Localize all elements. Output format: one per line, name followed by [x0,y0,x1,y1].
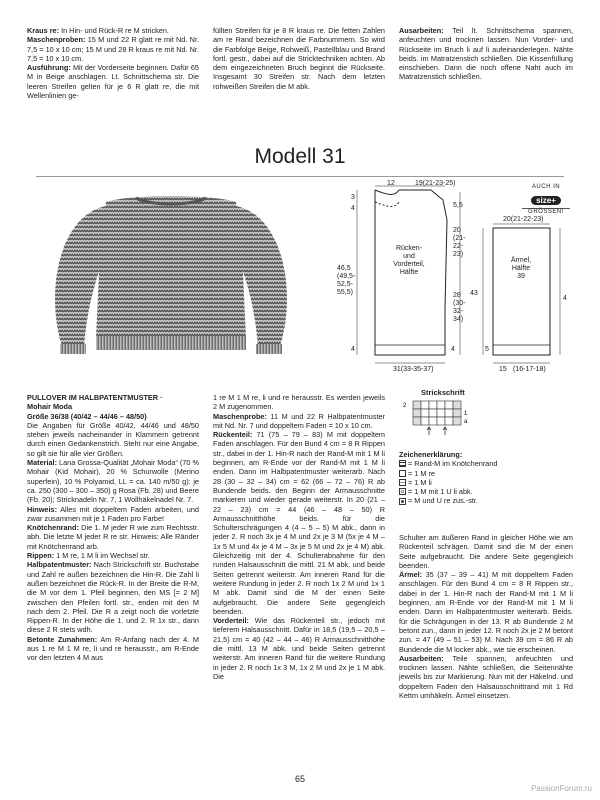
title-divider [36,176,564,177]
repeat-arrow-icon [443,427,447,435]
cross-symbol-icon [399,498,406,505]
legend-text: = M und U re zus.-str. [408,496,478,506]
chart-cell [445,417,453,425]
chart-title: Strickschrift [421,388,465,397]
schematic-label: (16-17-18) [513,366,546,373]
schematic-label: 15 [499,366,507,373]
top-text-col3 [399,26,573,82]
paragraph-text: 1 M re, 1 M li im Wechsel str. [54,551,150,561]
paragraph [213,412,385,431]
paragraph-heading: Kraus re: [27,26,60,35]
paragraph [27,458,199,504]
schematic-label: 46,5 [337,265,351,272]
paragraph-text: Wie das Rückenteil str., jedoch mit tieferem Halsausschnitt. Dafür in 18,5 (19,5 – 20,5 – 21,5) cm = 40 (42 – 44 – 46) R Armausschnitthöhe die mittl. 13 M abk. und beide Seiten getrennt weiterstr. Am inneren Rand für die weitere Rundung in jeder 2. R noch 1x 3 M, 1x 2 M und 2x je 1 M abk. Die [213,616,385,681]
schematic-label: 4 [351,346,355,353]
schematic-label: Vorderteil, [393,261,425,268]
schematic-label: 55,5) [337,289,353,296]
paragraph [27,63,199,100]
legend-text: = 1 M re [408,468,435,478]
schematic-label: 12 [387,180,395,187]
schematic-label: 19(21-23-25) [415,180,456,187]
u-symbol-icon [399,488,406,495]
paragraph [27,393,199,402]
schematic-label: 5 [485,346,489,353]
chart-cell [453,417,461,425]
page-number: 65 [294,774,305,784]
schematic-label: Hälfte [511,265,531,272]
grid-symbol-icon [399,460,406,467]
paragraph [27,560,199,634]
paragraph [213,616,385,681]
chart-cell [421,401,429,409]
paragraph-text: 71 (75 – 79 – 83) M mit doppeltem Faden anschlagen. Für den Bund 4 cm = 8 R Rippen str., dabei in der 1. Hin-R nach der Rand-M mit 1 M li beginnen, am R-Ende vor der Rand-M mit 1 M li enden. Dann im Halbpatentmuster weiterarb. Nach 28 (30 – 32 – 34) cm = 62 (66 – 72 – 76) R ab Bundende beids. den Beginn der Armausschnitte markieren und wieder gerade weiterstr. In 20 (21 – 22 – 23) cm = 44 (46 – 48 – 50) R Armausschnitthöhe beids. für die Schulterschrägungen 4 (4 – 5 – 5) M abk., dann in jeder 2. R noch 3x je 4 M und 2x je 3 M (5x je 4 M – 1x 5 M und 4x je 4 M – 3x je 5 M und 2x je 4 M) abk. Gleichzeitig mit der 4. Schulterabnahme für den runden Halsausschnitt die mittl. 21 M abk. und beide Seiten getrennt weiterstr. Am inneren Rand für die weitere Rundung in jeder 2. R noch 1x 2 M und 1x 1 M abk. Damit sind die M der einen Seite aufgebraucht. Die andere Seite gegengleich beenden. [213,430,385,616]
paragraph-text: Mit der Vorderseite beginnen. Dafür 65 M in Beige anschlagen. Lt. Schnittschema str. Die leeren Streifen gelten für je 6 R glatt re, die mit Wellenlinien ge- [27,63,199,101]
legend-item [399,496,579,505]
legend-text: = 1 M li [408,477,432,487]
legend-text: = 1 M mit 1 U li abk. [408,487,473,497]
legend-title: Zeichenerklärung: [399,450,463,459]
repeat-arrow-icon [427,427,431,435]
paragraph-heading: Vorderteil: [213,616,249,626]
badge-line3: GRÖSSEN! [522,208,570,215]
paragraph-text: Nach Strickschrift str. Buchstabe und Zahl re außen bezeichnen die Hin-R. Die Zahl li außen bezeichnet die Rück-R. In der Breite die R-M, die M vor dem 1. Pfeil beginnen, den MS [= 2 M] zwischen den Pfeilen fortl. str., enden mit den M nach dem 2. Pfeil. Die R a zeigt noch die vorletzte Rippen-R. In der Höhe die 1. und 2. R 1x str., dann diese 2 R stets wdh. [27,560,199,635]
top-paragraph: füllten Streifen für je 8 R kraus re. Die fetten Zahlen am re Rand bezeichnen die Farbnummern. So wird die Farbfolge Beige, Rohweiß, Pastellblau und Brand fortl. gestr., dabei auf die Stricktechniken achten. Ab dem eingezeichneten Bruch beginnt die Rückseite. Insgesamt 30 Streifen str. Nach dem letzten rohweißen Streifen die M abk. [213,26,385,91]
paragraph-heading: PULLOVER IM HALBPATENTMUSTER · [27,393,163,402]
schematic-label: (21- [453,235,466,242]
chart-cell [453,409,461,417]
schematic-label: 32- [453,308,464,315]
schematic-label: 28 [453,292,461,299]
paragraph [27,551,199,560]
paragraph [399,570,573,654]
chart-cell [453,401,461,409]
chart-cell [437,401,445,409]
legend-item [399,469,579,478]
schematic-label: 4 [451,346,455,353]
schematic-label: 23) [453,251,464,258]
paragraph [27,421,199,458]
chart-row-label: a [464,419,468,425]
paragraph [399,26,573,82]
legend-item [399,478,579,487]
chart-cell [437,417,445,425]
schematic-label: 20 [453,227,461,234]
paragraph [27,35,199,63]
paragraph-text: Am R-Anfang nach der 4. M aus 1 re M 1 M re, li und re herausstr., am R-Ende vor den letzten 4 M aus [27,634,199,663]
schematic-label: (30- [453,300,466,307]
chart-cell [437,409,445,417]
paragraph-heading: Ausarbeiten: [399,653,444,663]
chart-grid [399,397,479,447]
legend-item [399,487,579,496]
paragraph-text: 35 (37 – 39 – 41) M mit doppeltem Faden anschlagen. Für den Bund 4 cm = 8 R Rippen str., dabei in der 1. Hin-R nach der Rand-M mit 1 M li beginnen, am R-Ende vor der Rand-M mit 1 M li enden. Dann im Halbpatentmuster weiterarb. Beids. für die Schrägungen in der 13. R ab Bundende 2 M betont zun., dann in jeder 12. R noch 2x je 2 M betont zun. = 47 (49 – 51 – 53) M. Nach 39 cm = 86 R ab Bundende die M locker abk., wie sie erscheinen. [399,570,573,654]
paragraph-text: Die Angaben für Größe 40/42, 44/46 und 48/50 stehen jeweils nacheinander in Klammern getrennt durch einen Gedankenstrich. Steht nur eine Angabe, so gilt sie für alle vier Größen. [27,420,199,458]
schematic-label: Ärmel, [510,257,532,264]
paragraph-heading: Ausarbeiten: [399,26,444,35]
badge-line1: AUCH IN [531,184,561,190]
knitting-chart [399,388,479,452]
top-text-col2 [213,26,385,91]
paragraph-heading: Ärmel: [399,570,423,580]
chart-cell [429,409,437,417]
sweater-photo [36,188,306,360]
top-text-col1 [27,26,199,100]
schematic-label: 4 [563,295,567,302]
chart-row-label: 2 [403,403,407,409]
schematic-label: 34) [453,316,464,323]
paragraph [27,523,199,551]
legend-item [399,459,579,468]
chart-cell [445,409,453,417]
paragraph [27,505,199,524]
legend [399,450,579,506]
model-title: Modell 31 [254,145,346,168]
chart-cell [413,401,421,409]
main-col3 [399,533,573,700]
legend-text: = Rand-M im Knötchenrand [408,459,498,469]
chart-cell [429,417,437,425]
chart-cell [421,409,429,417]
badge-logo: size+ [531,196,561,205]
paragraph-text: In Hin- und Rück-R re M stricken. [59,26,169,35]
main-col2 [213,393,385,681]
main-col1 [27,393,199,663]
paragraph [399,533,573,570]
chart-row-label: 1 [464,411,468,417]
schematic-label: 4 [351,205,355,212]
paragraph-heading: Halbpatentmuster: [27,560,92,570]
paragraph-text: 11 M und 22 R Halbpatentmuster mit Nd. Nr. 7 und doppeltem Faden = 10 x 10 cm. [213,411,385,430]
paragraph [27,635,199,663]
schematic-label: 43 [470,290,478,297]
paragraph-heading: Betonte Zunahmen: [27,634,98,644]
schematic-label: 31(33-35-37) [393,366,434,373]
chart-cell [445,401,453,409]
schematic-label: (49,5- [337,273,356,280]
watermark: PassionForum.ru [531,784,592,793]
schematic-label: Rücken- [395,245,423,252]
schematic-label: und [403,253,415,260]
schematic-label: 22- [453,243,464,250]
paragraph-heading: Knötchenrand: [27,523,79,533]
paragraph-text: Schulter am äußeren Rand in gleicher Höhe wie am Rückenteil schrägen. Damit sind die M der einen Seite aufgebraucht. Die andere Seite gegengleich beenden. [399,533,573,570]
schematic-label: Hälfte [399,269,419,276]
paragraph [399,654,573,700]
paragraph [27,26,199,35]
paragraph-heading: Rippen: [27,551,55,561]
paragraph-text: Teile spannen, anfeuchten und trocknen lassen. Nähte schließen, die Seitennähte jeweils bis zur Markierung. Nun mit der Häkelnd. und doppeltem Faden den Halsausschnittrand mit 1 Rd Kettm umhäkeln. Ärmel einsetzen. [399,653,573,701]
chart-cell [413,409,421,417]
schematic-label: 5,5 [453,202,463,209]
schematic-label: 3 [351,194,355,201]
paragraph-text: Lana Grossa-Qualität „Mohair Moda“ (70 % Mohair (Kid Mohair), 20 % Schurwolle (Merino superfein), 10 % Polyamid, LL = ca. 140 m/50 g): je ca. 250 (300 – 300 – 350) g Rosa (Fb. 28) und Beere (Fb. 20); Stricknadeln Nr. 7, 1 Wollhäkelnadel Nr. 7. [27,458,199,505]
paragraph-heading: Rückenteil: [213,430,253,440]
paragraph [213,393,385,412]
size-plus-badge [522,184,570,215]
paragraph [27,402,199,411]
paragraph [213,430,385,616]
chart-cell [429,401,437,409]
paragraph-heading: Mohair Moda [27,402,72,412]
empty-symbol-icon [399,470,406,477]
schematic-label: 20(21-22-23) [503,216,544,223]
chart-cell [413,417,421,425]
paragraph-heading: Material: [27,458,58,468]
paragraph-heading: Hinweis: [27,504,58,514]
paragraph [27,412,199,421]
schematic-label: 39 [517,273,525,280]
dash-symbol-icon [399,479,406,486]
paragraph-text: Teil lt. Schnittschema spannen, anfeuchten und trocknen lassen. Nun Vorder- und Rückseite im Bruch li auf li aufeinanderlegen. Nähte beids. im Matratzenstich schließen. Die Kissenfüllung einschieben. Dann die noch offene Naht auch im Matratzenstich schließen. [399,26,573,82]
paragraph-heading: Größe 36/38 (40/42 – 44/46 – 48/50) [27,411,147,421]
paragraph-heading: Ausführung: [27,63,71,73]
paragraph-heading: Maschenproben: [27,35,86,45]
chart-cell [421,417,429,425]
paragraph-text: 1 re M 1 M re, li und re herausstr. Es werden jeweils 2 M zugenommen. [213,393,385,412]
paragraph-text: 15 M und 22 R glatt re mit Nd. Nr. 7,5 = 10 x 10 cm; 15 M und 28 R kraus re mit Nd. Nr. 7,5 = 10 x 10 cm. [27,35,199,63]
schematic-label: 52,5- [337,281,353,288]
paragraph-text: Alles mit doppeltem Faden arbeiten, und zwar zusammen mit je 1 Faden pro Farbe! [27,504,199,523]
paragraph-heading: Maschenprobe: [213,411,267,421]
paragraph-text: Die 1. M jeder R wie zum Rechtsstr. abh. Die letzte M jeder R re str. Hinweis: Alle Ränder mit Knötchenrand arb. [27,523,199,551]
